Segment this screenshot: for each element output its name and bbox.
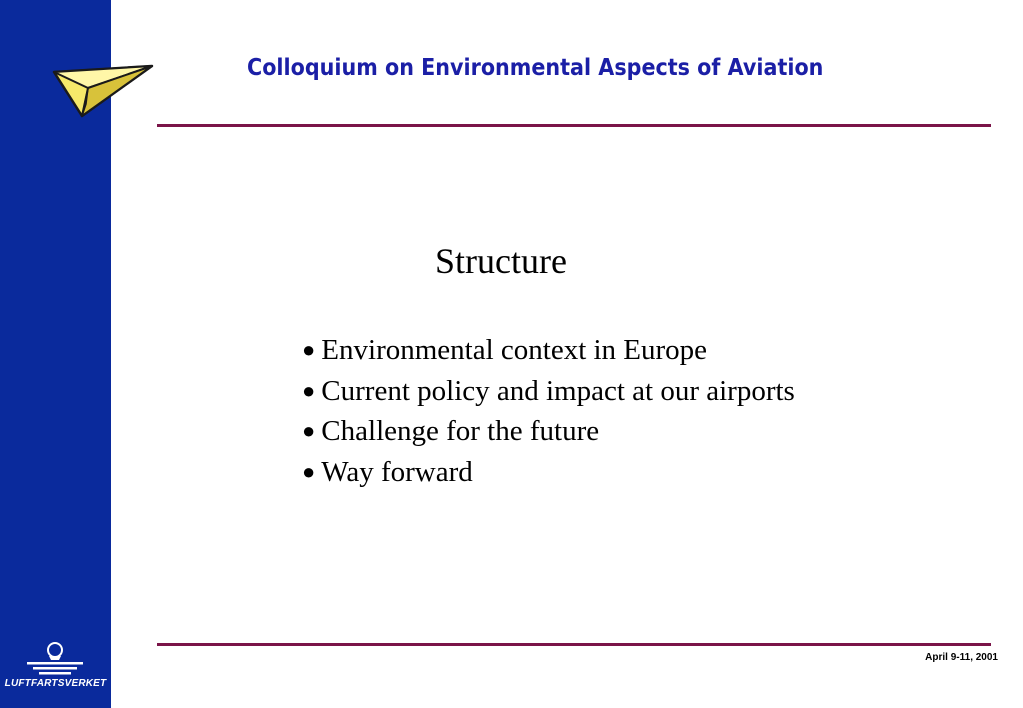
luftfartsverket-logo (0, 640, 111, 700)
list-item: ● Challenge for the future (302, 415, 600, 447)
paper-plane-icon (52, 62, 156, 122)
slide-title: Structure (435, 241, 567, 281)
top-divider (157, 124, 991, 127)
bullet-text: Way forward (321, 455, 473, 488)
bullet-text: Current policy and impact at our airports (321, 374, 795, 407)
logo-text: LUFTFARTSVERKET (4, 678, 107, 689)
bottom-divider (157, 643, 991, 646)
bullet-list (302, 330, 795, 492)
list-item: ● Environmental context in Europe (302, 334, 708, 366)
list-item: ● Current policy and impact at our airports (302, 374, 795, 407)
bullet-text: Challenge for the future (321, 415, 600, 447)
crown-wings-logo-icon (25, 640, 85, 676)
bullet-text: Environmental context in Europe (321, 334, 708, 366)
list-item: ● Way forward (302, 455, 473, 488)
header-title: Colloquium on Environmental Aspects of Aviation (247, 55, 824, 81)
footer-date: April 9-11, 2001 (925, 652, 998, 663)
